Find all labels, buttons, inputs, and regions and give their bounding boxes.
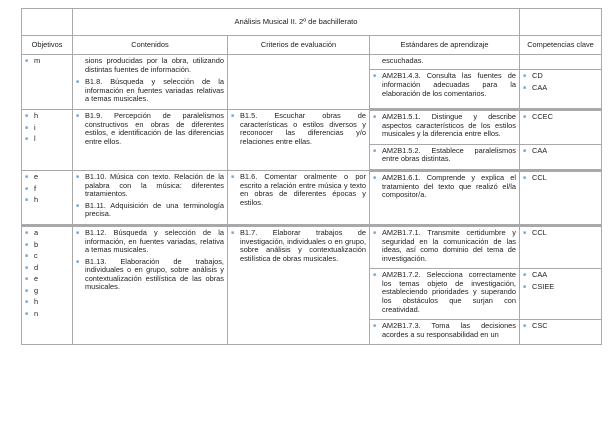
objetivo-item: ■ m — [25, 57, 69, 66]
contenido-item: ■ B1.8. Búsqueda y selección de la información en fuentes variadas relativas a temas musicales. — [76, 78, 224, 104]
contenido-item: sions producidas por la obra, utilizando distintas fuentes de información. — [85, 56, 224, 74]
criterios-cell — [228, 55, 370, 110]
estandar-cell — [370, 269, 520, 320]
criterio-item: ■ B1.7. Elaborar trabajos de investigación, individuales o en grupo, sobre análisis y contextualización estilística de obras musicales. — [231, 229, 366, 263]
estandar-item: ■ AM2B1.6.1. Comprende y explica el tratamiento del texto que realizó el/la compositor/a. — [373, 174, 516, 200]
estandar-cell — [370, 55, 520, 70]
estandar-cell — [370, 170, 520, 225]
contenido-item: ■ B1.11. Adquisición de una terminología precisa. — [76, 202, 224, 219]
objetivo-item: ■ n — [25, 310, 69, 319]
estandar-cell — [370, 320, 520, 345]
table-corner-empty-right — [520, 9, 602, 36]
competencias-cell — [520, 320, 602, 345]
header-competencias: Competencias clave — [520, 36, 602, 55]
contenido-item: ■ B1.9. Percepción de paralelismos constructivos en obras de diferentes estilos, e identificación de las diferencias entre ellos. — [76, 112, 224, 146]
objetivo-item: ■ d — [25, 264, 69, 273]
contenido-item: ■ B1.13. Elaboración de trabajos, individuales o en grupo, sobre análisis y contextualización estilística de las obras musicales. — [76, 258, 224, 292]
objetivo-item: ■ g — [25, 287, 69, 296]
objetivos-cell — [22, 55, 73, 110]
competencia-item: ■ CSC — [523, 322, 598, 331]
competencias-cell — [520, 269, 602, 320]
competencia-item: ■ CAA — [523, 84, 598, 93]
objetivo-item: ■ e — [25, 173, 69, 182]
objetivos-cell — [22, 225, 73, 345]
estandar-item: ■ AM2B1.7.2. Selecciona correctamente los temas objeto de investigación, estableciendo prioridades y superando los obstáculos que surjan con creatividad. — [373, 271, 516, 314]
estandar-cell — [370, 109, 520, 144]
competencia-item: ■ CAA — [523, 147, 598, 156]
objetivo-item: ■ l — [25, 135, 69, 144]
competencias-cell — [520, 170, 602, 225]
estandar-item: ■ AM2B1.7.3. Toma las decisiones acordes a su responsabilidad en un — [373, 322, 516, 339]
criterio-item: ■ B1.6. Comentar oralmente o por escrito a relación entre música y texto en obras de diferentes épocas y estilos. — [231, 173, 366, 207]
estandar-item: ■ AM2B1.5.1. Distingue y describe aspectos característicos de los estilos musicales y la diferencia entre ellos. — [373, 113, 516, 139]
contenidos-cell — [73, 170, 228, 225]
estandar-item: ■ AM2B1.7.1. Transmite certidumbre y seguridad en la comunicación de las ideas, así como dominio del tema de investigación. — [373, 229, 516, 263]
table-title: Análisis Musical II. 2º de bachillerato — [73, 9, 520, 36]
objetivo-item: ■ i — [25, 124, 69, 133]
competencias-cell — [520, 225, 602, 268]
curriculum-table — [21, 8, 602, 345]
competencia-item: ■ CCEC — [523, 113, 598, 122]
estandar-item: ■ AM2B1.5.2. Establece paralelismos entre obras distintas. — [373, 147, 516, 164]
header-contenidos: Contenidos — [73, 36, 228, 55]
estandar-item: ■ AM2B1.4.3. Consulta las fuentes de información adecuadas para la elaboración de los comentarios. — [373, 72, 516, 98]
criterios-cell — [228, 225, 370, 345]
competencia-item: ■ CAA — [523, 271, 598, 280]
estandar-cell — [370, 144, 520, 170]
objetivos-cell — [22, 109, 73, 170]
objetivo-item: ■ e — [25, 275, 69, 284]
table-row — [22, 225, 602, 268]
contenidos-cell — [73, 109, 228, 170]
table-row — [22, 55, 602, 70]
competencias-cell — [520, 70, 602, 110]
criterios-cell — [228, 109, 370, 170]
competencias-cell — [520, 144, 602, 170]
contenido-item: ■ B1.12. Búsqueda y selección de la información, en fuentes variadas, relativa a temas musicales. — [76, 229, 224, 255]
objetivo-item: ■ h — [25, 196, 69, 205]
contenido-item: ■ B1.10. Música con texto. Relación de la palabra con la música: diferentes tratamientos. — [76, 173, 224, 199]
competencia-item: ■ CD — [523, 72, 598, 81]
contenidos-cell — [73, 225, 228, 345]
objetivo-item: ■ h — [25, 298, 69, 307]
objetivo-item: ■ b — [25, 241, 69, 250]
table-row — [22, 109, 602, 144]
objetivo-item: ■ c — [25, 252, 69, 261]
competencia-item: ■ CCL — [523, 229, 598, 238]
table-corner-empty — [22, 9, 73, 36]
competencias-cell — [520, 55, 602, 70]
header-objetivos: Objetivos — [22, 36, 73, 55]
header-estandares: Estándares de aprendizaje — [370, 36, 520, 55]
competencias-cell — [520, 109, 602, 144]
criterios-cell — [228, 170, 370, 225]
criterio-item: ■ B1.5. Escuchar obras de características o estilos diversos y reconocer las diferencias y/o relaciones entre ellas. — [231, 112, 366, 146]
objetivo-item: ■ h — [25, 112, 69, 121]
estandar-item: escuchadas. — [382, 56, 424, 65]
objetivo-item: ■ a — [25, 229, 69, 238]
contenidos-cell — [73, 55, 228, 110]
table-row — [22, 170, 602, 225]
competencia-item: ■ CCL — [523, 174, 598, 183]
objetivos-cell — [22, 170, 73, 225]
objetivo-item: ■ f — [25, 185, 69, 194]
competencia-item: ■ CSIEE — [523, 283, 598, 292]
estandar-cell — [370, 225, 520, 268]
estandar-cell — [370, 70, 520, 110]
header-criterios: Criterios de evaluación — [228, 36, 370, 55]
